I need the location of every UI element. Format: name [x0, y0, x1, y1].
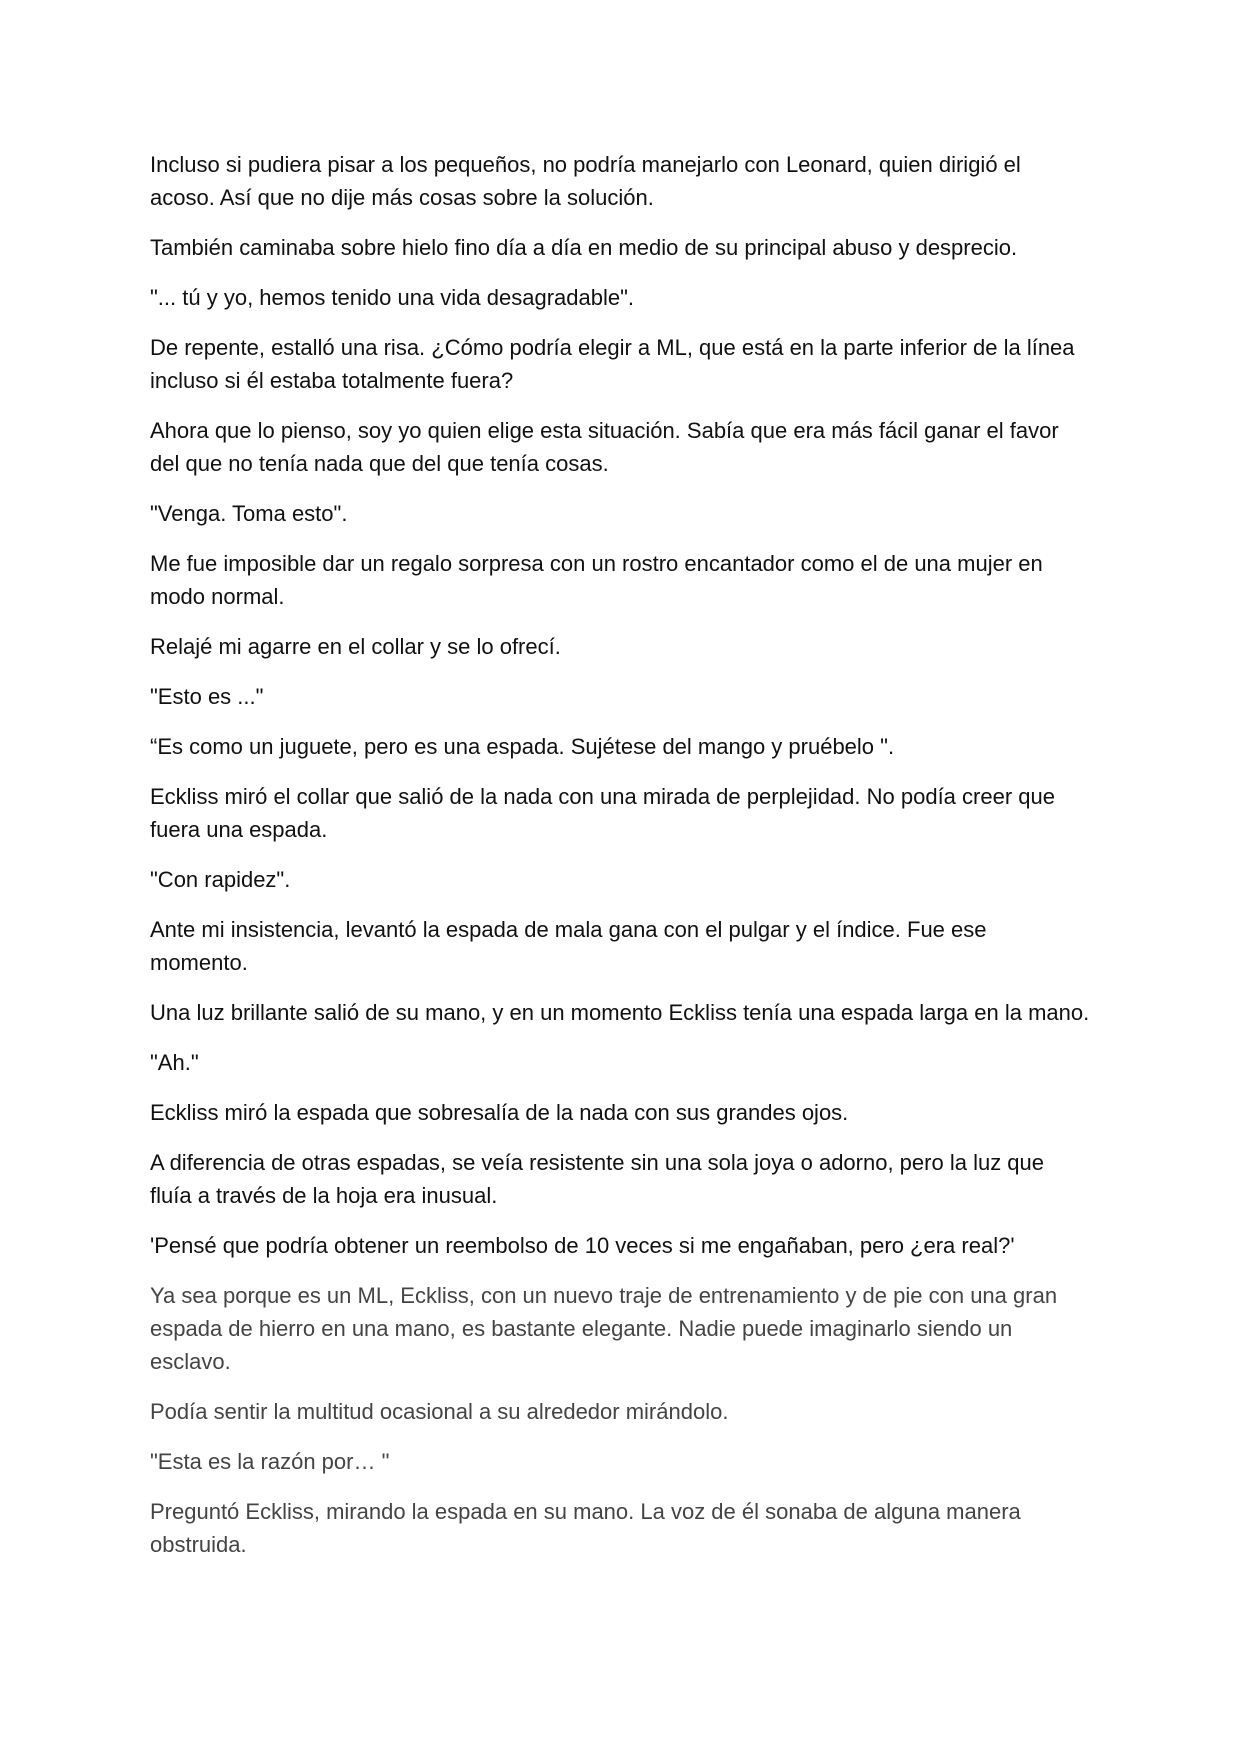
paragraph-7: Me fue imposible dar un regalo sorpresa con un rostro encantador como el de una mujer en modo normal.: [150, 551, 1043, 609]
paragraph-18: 'Pensé que podría obtener un reembolso de 10 veces si me engañaban, pero ¿era real?': [150, 1233, 1015, 1258]
paragraph-8: Relajé mi agarre en el collar y se lo ofrecí.: [150, 634, 561, 659]
paragraph-21: "Esta es la razón por… ": [150, 1449, 390, 1474]
paragraph-17: A diferencia de otras espadas, se veía resistente sin una sola joya o adorno, pero la luz que fluía a través de la hoja era inusual.: [150, 1150, 1045, 1208]
paragraph-1: Incluso si pudiera pisar a los pequeños, no podría manejarlo con Leonard, quien dirigió el acoso. Así que no dije más cosas sobre la solución.: [150, 152, 1021, 210]
paragraph-3: "... tú y yo, hemos tenido una vida desagradable".: [150, 285, 635, 310]
paragraph-14: Una luz brillante salió de su mano, y en un momento Eckliss tenía una espada larga en la mano.: [150, 1000, 1090, 1025]
paragraph-9: "Esto es ...": [150, 684, 264, 709]
paragraph-20: Podía sentir la multitud ocasional a su alrededor mirándolo.: [150, 1399, 729, 1424]
paragraph-2: También caminaba sobre hielo fino día a día en medio de su principal abuso y desprecio.: [150, 235, 1018, 260]
paragraph-4: De repente, estalló una risa. ¿Cómo podría elegir a ML, que está en la parte inferior de la línea incluso si él estaba totalmente fuera?: [150, 335, 1075, 393]
paragraph-13: Ante mi insistencia, levantó la espada de mala gana con el pulgar y el índice. Fue ese momento.: [150, 917, 987, 975]
paragraph-10: “Es como un juguete, pero es una espada. Sujétese del mango y pruébelo ".: [150, 734, 895, 759]
paragraph-22: Preguntó Eckliss, mirando la espada en su mano. La voz de él sonaba de alguna manera obstruida.: [150, 1499, 1021, 1557]
paragraph-6: "Venga. Toma esto".: [150, 501, 348, 526]
paragraph-19: Ya sea porque es un ML, Eckliss, con un nuevo traje de entrenamiento y de pie con una gran espada de hierro en una mano, es bastante elegante. Nadie puede imaginarlo siendo un esclavo.: [150, 1283, 1058, 1374]
paragraph-11: Eckliss miró el collar que salió de la nada con una mirada de perplejidad. No podía creer que fuera una espada.: [150, 784, 1055, 842]
paragraph-16: Eckliss miró la espada que sobresalía de la nada con sus grandes ojos.: [150, 1100, 849, 1125]
paragraph-15: "Ah.": [150, 1050, 199, 1075]
document-page: [150, 148, 1090, 1578]
paragraph-12: "Con rapidez".: [150, 867, 291, 892]
paragraph-5: Ahora que lo pienso, soy yo quien elige esta situación. Sabía que era más fácil ganar el favor del que no tenía nada que del que tenía cosas.: [150, 418, 1059, 476]
